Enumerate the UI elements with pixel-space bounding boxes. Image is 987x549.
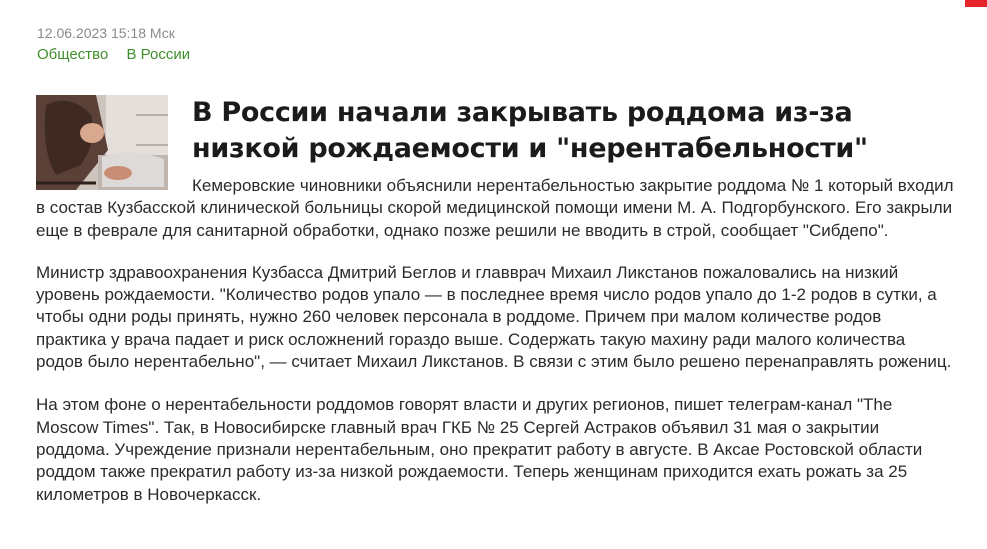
top-accent-bar — [965, 0, 987, 7]
article-title: В России начали закрывать роддома из-за низкой рождаемости и "нерентабельности" — [192, 97, 868, 164]
article-paragraph-3: На этом фоне о нерентабельности роддомов говорят власти и других регионов, пишет телеграм-канал "The Moscow Times". Так, в Новосибирске главный врач ГКБ № 25 Сергей Астраков объявил 31 мая о закрытии роддома. Учреждение признали нерентабельным, оно прекратит работу в августе. В Аксае Ростовской области роддом также прекратил работу из-за низкой рождаемости. Теперь женщинам приходится ехать рожать за 25 километров в Новочеркасск. — [36, 395, 923, 504]
article — [36, 95, 956, 527]
tag-russia-link[interactable]: В России — [126, 46, 191, 63]
article-paragraph-1: Кемеровские чиновники объяснили нерентабельностью закрытие роддома № 1 который входил в состав Кузбасской клинической больницы скорой медицинской помощи имени М. А. Подгорбунского. Его закрыли еще в феврале для санитарной обработки, однако позже решили не вводить в строй, сообщает "Сибдепо". — [36, 176, 954, 240]
tag-list — [37, 46, 204, 63]
tag-society-link[interactable]: Общество — [37, 46, 109, 63]
photo-newborn-icon — [36, 95, 168, 190]
publish-datetime: 12.06.2023 15:18 Мск — [37, 25, 175, 41]
article-image[interactable] — [36, 95, 168, 190]
article-paragraph-2: Министр здравоохранения Кузбасса Дмитрий Беглов и главврач Михаил Ликстанов пожаловались на низкий уровень рождаемости. "Количество родов упало — в последнее время число родов упало до 1-2 родов в сутки, а чтобы одни роды принять, нужно 260 человек персонала в роддоме. Причем при малом количестве родов практика у врача падает и риск осложнений гораздо выше. Содержать такую махину ради малого количества родов было нерентабельно", — считает Михаил Ликстанов. В связи с этим было решено перенаправлять рожениц. — [36, 262, 952, 372]
